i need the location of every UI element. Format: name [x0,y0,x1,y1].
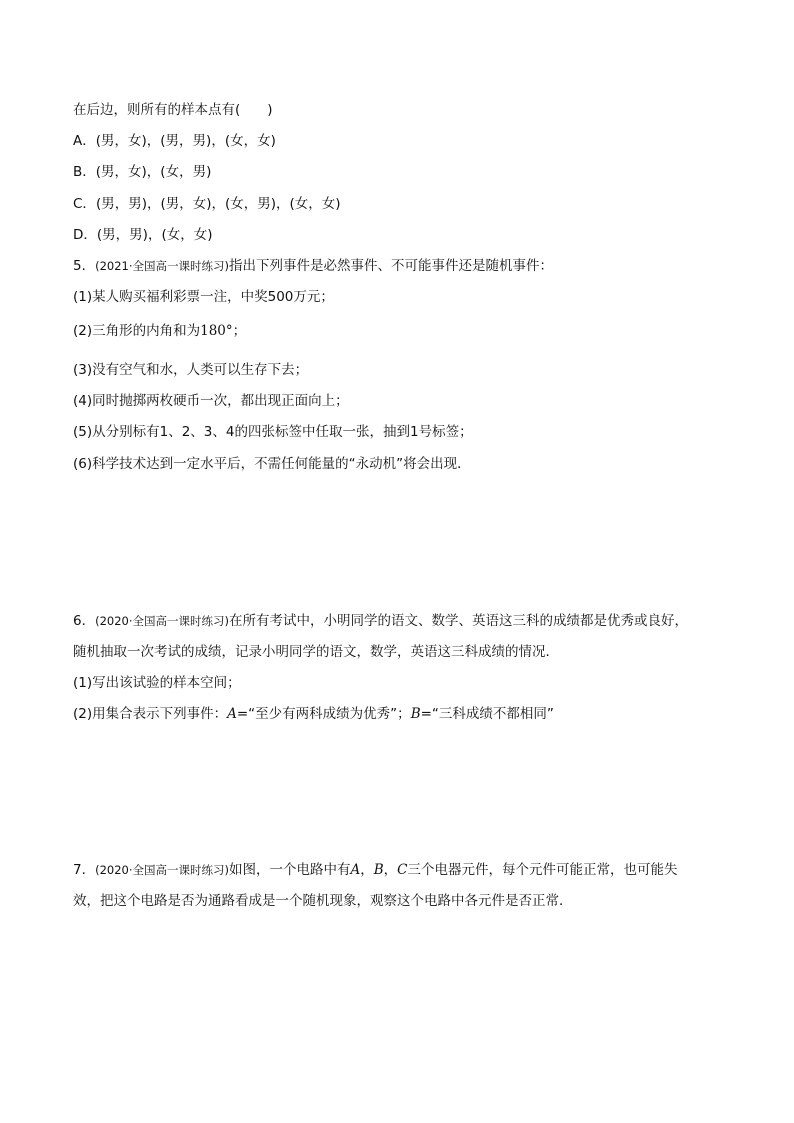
question-5-item-2 [73,322,734,340]
item-text: 三角形的内角和为 [92,323,201,339]
event-b-definition: =“三科成绩不都相同” [420,706,554,722]
item-label: (1) [73,675,93,691]
question-5-stem [73,257,734,275]
prev-question-tail [73,101,734,119]
question-6-item-2 [73,705,734,723]
item-label: (4) [73,393,93,409]
option-a-letter: A． [73,133,96,149]
item-label: (2) [73,323,93,339]
question-6-stem-text-2: 随机抽取一次考试的成绩，记录小明同学的语文，数学，英语这三科成绩的情况． [73,644,559,660]
event-b-variable: B [410,706,421,722]
question-5-number: 5． [73,258,96,274]
item-label: (3) [73,362,93,378]
option-a-text: (男，女)，(男，男)，(女，女) [95,133,276,149]
question-6-source: (2020·全国高一课时练习) [95,614,229,628]
option-d-letter: D． [73,227,97,243]
item-label: (1) [73,289,93,305]
question-7-number: 7． [73,862,96,878]
question-5-stem-text: 指出下列事件是必然事件、不可能事件还是随机事件： [229,258,553,274]
question-7-stem-text-cont: 三个电器元件，每个元件可能正常，也可能失 [407,862,678,878]
question-7-stem-text-2: 效，把这个电路是否为通路看成是一个随机现象，观察这个电路中各元件是否正常． [73,893,573,909]
option-a [73,132,734,150]
item-label: (2) [73,706,93,722]
item-text: 某人购买福利彩票一注，中奖500万元； [92,289,334,305]
option-c-text: (男，男)，(男，女)，(女，男)，(女，女) [95,196,341,212]
item-text-end: ； [232,323,247,339]
question-6-stem-text: 在所有考试中，小明同学的语文、数学、英语这三科的成绩都是优秀或良好， [229,613,688,629]
item-label: (6) [73,456,93,472]
event-a-definition: =“至少有两科成绩为优秀”； [236,706,411,722]
component-a-variable: A [350,862,361,878]
angle-value: 180° [200,323,233,339]
question-6-number: 6． [73,613,96,629]
item-text: 从分别标有1、2、3、4的四张标签中任取一张，抽到1号标签； [92,424,473,440]
separator: ， [383,862,398,878]
item-text: 科学技术达到一定水平后，不需任何能量的“永动机”将会出现． [92,456,471,472]
item-text: 写出该试验的样本空间； [92,675,241,691]
item-text: 同时抛掷两枚硬币一次，都出现正面向上； [92,393,349,409]
question-7-stem [73,861,734,879]
question-6-stem [73,612,734,630]
question-6-stem-line2 [73,643,734,661]
event-a-variable: A [227,706,237,722]
question-5-source: (2021·全国高一课时练习) [95,259,229,273]
option-b-letter: B． [73,164,96,180]
question-7-stem-line2 [73,892,734,910]
item-text: 用集合表示下列事件： [92,706,228,722]
separator: ， [360,862,374,878]
question-6-item-1 [73,674,734,692]
question-5-item-3 [73,361,734,379]
option-d-text: (男，男)，(女，女) [96,227,213,243]
question-7-source: (2020·全国高一课时练习) [95,863,229,877]
option-b [73,163,734,181]
option-d [73,226,734,244]
question-5-item-5 [73,423,734,441]
component-c-variable: C [397,862,408,878]
question-5-item-4 [73,392,734,410]
prev-question-tail-text: 在后边，则所有的样本点有( ) [73,102,273,118]
option-c-letter: C． [73,196,96,212]
question-5-item-1 [73,288,734,306]
item-label: (5) [73,424,93,440]
question-7-stem-text: 如图，一个电路中有 [229,862,351,878]
option-b-text: (男，女)，(女，男) [95,164,212,180]
question-5-item-6 [73,455,734,473]
option-c [73,195,734,213]
component-b-variable: B [373,862,384,878]
item-text: 没有空气和水，人类可以生存下去； [92,362,309,378]
